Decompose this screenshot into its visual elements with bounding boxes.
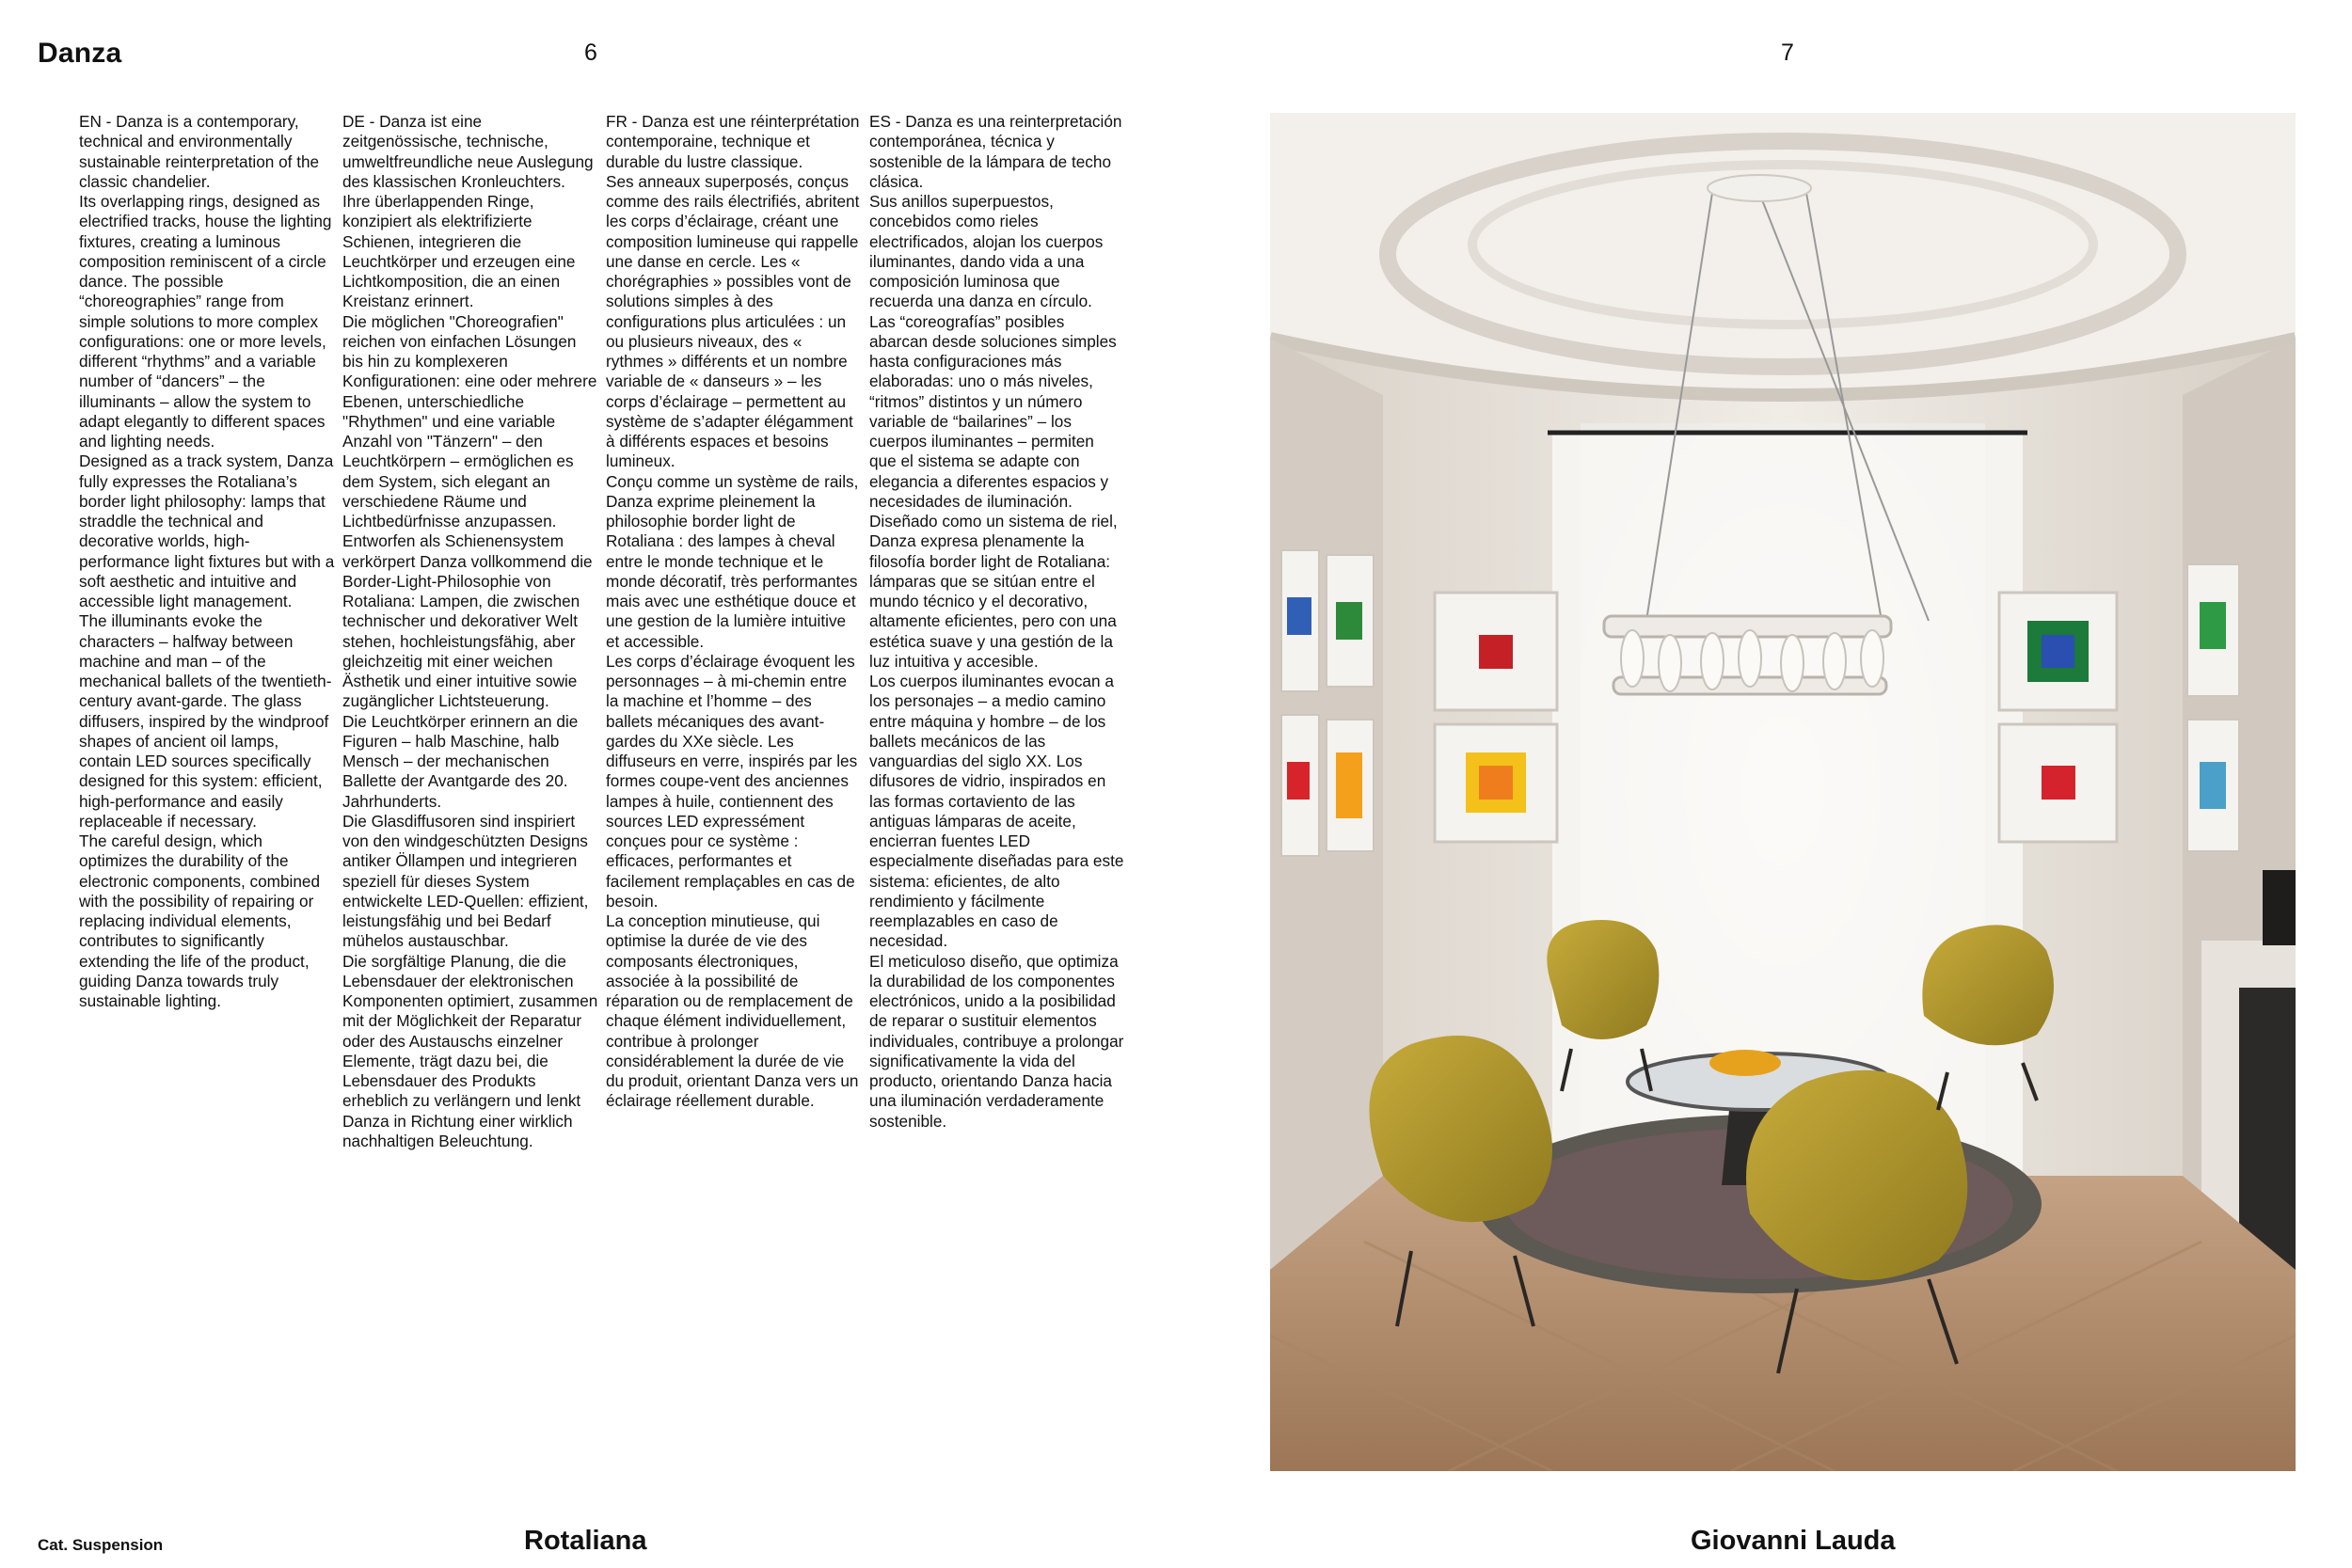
paragraph: Ses anneaux superposés, conçus comme des rails électrifiés, abritent les corps d’éclairage, créant une composition lumineuse qui rappelle une danse en cercle. Les « chorégraphies » possibles vont de solutions simples à des configurations plus articulées : un ou plusieurs niveaux, des « rythmes » différents et un nombre variable de « danseurs » – les corps d’éclairage – permettent au système de s’adapter élégamment à différents espaces et besoins lumineux.: [606, 171, 860, 471]
paragraph: Ihre überlappenden Ringe, konzipiert als elektrifizierte Schienen, integrieren die Leuchtkörper und erzeugen eine Lichtkomposition, die an einen Kreistanz erinnert.: [342, 192, 576, 311]
page-number-left: 6: [584, 40, 597, 66]
paragraph: Las “coreografías” posibles abarcan desde soluciones simples hasta configuraciones más elaboradas: uno o más niveles, “ritmos” distintos y un número variable de “bailarines” – los cuerpos iluminantes – permiten que el sistema se adapte con elegancia a diferentes espacios y necesidades de iluminación.: [869, 311, 1117, 511]
paragraph: Die Leuchtkörper erinnern an die Figuren – halb Maschine, halb Mensch – der mechanischen Ballette der Avantgarde des 20. Jahrhunderts.: [342, 711, 579, 811]
paragraph: Les corps d’éclairage évoquent les personnages – à mi-chemin entre la machine et l’homme – des ballets mécaniques des avant-gardes du XXe siècle. Les diffuseurs en verre, inspirés par les formes coupe-vent des anciennes lampes à huile, contiennent des sources LED expressément conçues pour ce système : efficaces, performantes et facilement remplaçables en cas de besoin.: [606, 651, 858, 911]
paragraph: DE - Danza ist eine zeitgenössische, technische, umweltfreundliche neue Auslegung des klassischen Kronleuchters.: [342, 112, 594, 191]
brand-name: Rotaliana: [524, 1526, 647, 1556]
page-number-right: 7: [1781, 40, 1794, 66]
paragraph: La conception minutieuse, qui optimise la durée de vie des composants électroniques, associée à la possibilité de réparation ou de remplacement de chaque élément individuellement, contribue à prolonger considérablement la durée de vie du produit, orientant Danza vers un éclairage réellement durable.: [606, 911, 859, 1111]
text-column-fr: [606, 112, 862, 1112]
paragraph: The careful design, which optimizes the durability of the electronic components, combined with the possibility of repairing or replacing individual elements, contributes to significantly extending the life of the product, guiding Danza towards truly sustainable lighting.: [79, 832, 321, 1010]
paragraph: Los cuerpos iluminantes evocan a los personajes – a medio camino entre máquina y hombre – de los ballets mecánicos de las vanguardias del siglo XX. Los difusores de vidrio, inspirados en las formas cortaviento de las antiguas lámparas de aceite, encierran fuentes LED especialmente diseñadas para este sistema: eficientes, de alto rendimiento y fácilmente reemplazables en caso de necesidad.: [869, 672, 1124, 951]
paragraph: ES - Danza es una reinterpretación contemporánea, técnica y sostenible de la lámpara de techo clásica.: [869, 112, 1122, 191]
text-column-es: [869, 112, 1125, 1132]
designer-name: Giovanni Lauda: [1691, 1526, 1896, 1556]
paragraph: Diseñado como un sistema de riel, Danza expresa plenamente la filosofía border light de Rotaliana: lámparas que se sitúan entre el mundo técnico y el decorativo, altamente eficientes, pero con una estética suave y una gestión de la luz intuitiva y accesible.: [869, 512, 1118, 671]
paragraph: Die sorgfältige Planung, die die Lebensdauer der elektronischen Komponenten optimiert, zusammen mit der Möglichkeit der Reparatur oder des Austauschs einzelner Elemente, trägt dazu bei, die Lebensdauer des Produkts erheblich zu verlängern und lenkt Danza in Richtung einer wirklich nachhaltigen Beleuchtung.: [342, 951, 598, 1150]
paragraph: El meticuloso diseño, que optimiza la durabilidad de los componentes electrónicos, unido a la posibilidad de reparar o sustituir elementos individuales, contribuye a prolongar significativamente la vida del producto, orientando Danza hacia una iluminación verdaderamente sostenible.: [869, 951, 1124, 1131]
text-column-de: [342, 112, 598, 1151]
paragraph: Die Glasdiffusoren sind inspiriert von den windgeschützten Designs antiker Öllampen und integrieren speziell für dieses System entwickelte LED-Quellen: effizient, leistungsfähig und bei Bedarf mühelos austauschbar.: [342, 811, 589, 951]
product-photo: [1270, 113, 2296, 1471]
paragraph: Its overlapping rings, designed as electrified tracks, house the lighting fixtures, creating a luminous composition reminiscent of a circle dance. The possible “choreographies” range from simple solutions to more complex configurations: one or more levels, different “rhythms” and a variable number of “dancers” – the illuminants – allow the system to adapt elegantly to different spaces and lighting needs.: [79, 192, 332, 451]
paragraph: Entworfen als Schienensystem verkörpert Danza vollkommend die Border-Light-Philosophie von Rotaliana: Lampen, die zwischen technischer und dekorativer Welt stehen, hochleistungsfähig, aber gleichzeitig mit einer weichen Ästhetik und einer intuitive sowie zugänglicher Lichtsteuerung.: [342, 531, 593, 711]
page-title: Danza: [38, 38, 122, 69]
paragraph: Die möglichen "Choreografien" reichen von einfachen Lösungen bis hin zu komplexeren Konfigurationen: eine oder mehrere Ebenen, unterschiedliche "Rhythmen" und eine variable Anzahl von "Tänzern" – den Leuchtkörpern – ermöglichen es dem System, sich elegant an verschiedene Räume und Lichtbedürfnisse anzupassen.: [342, 311, 597, 531]
paragraph: The illuminants evoke the characters – halfway between machine and man – of the mechanical ballets of the twentieth-century avant-garde. The glass diffusers, inspired by the windproof shapes of ancient oil lamps, contain LED sources specifically designed for this system: efficient, high-performance and easily replaceable if necessary.: [79, 611, 332, 831]
paragraph: Designed as a track system, Danza fully expresses the Rotaliana’s border light philosophy: lamps that straddle the technical and decorative worlds, high-performance light fixtures but with a soft aesthetic and intuitive and accessible light management.: [79, 451, 335, 610]
paragraph: EN - Danza is a contemporary, technical and environmentally sustainable reinterpretation of the classic chandelier.: [79, 112, 320, 191]
paragraph: Sus anillos superpuestos, concebidos como rieles electrificados, alojan los cuerpos iluminantes, dando vida a una composición luminosa que recuerda una danza en círculo.: [869, 192, 1104, 311]
paragraph: FR - Danza est une réinterprétation contemporaine, technique et durable du lustre classique.: [606, 112, 860, 171]
paragraph: Conçu comme un système de rails, Danza exprime pleinement la philosophie border light de Rotaliana : des lampes à cheval entre le monde technique et le monde décoratif, très performantes mais avec une esthétique douce et une gestion de la lumière intuitive et accessible.: [606, 471, 859, 651]
text-column-en: [79, 112, 335, 1011]
category-label: Cat. Suspension: [38, 1536, 164, 1554]
